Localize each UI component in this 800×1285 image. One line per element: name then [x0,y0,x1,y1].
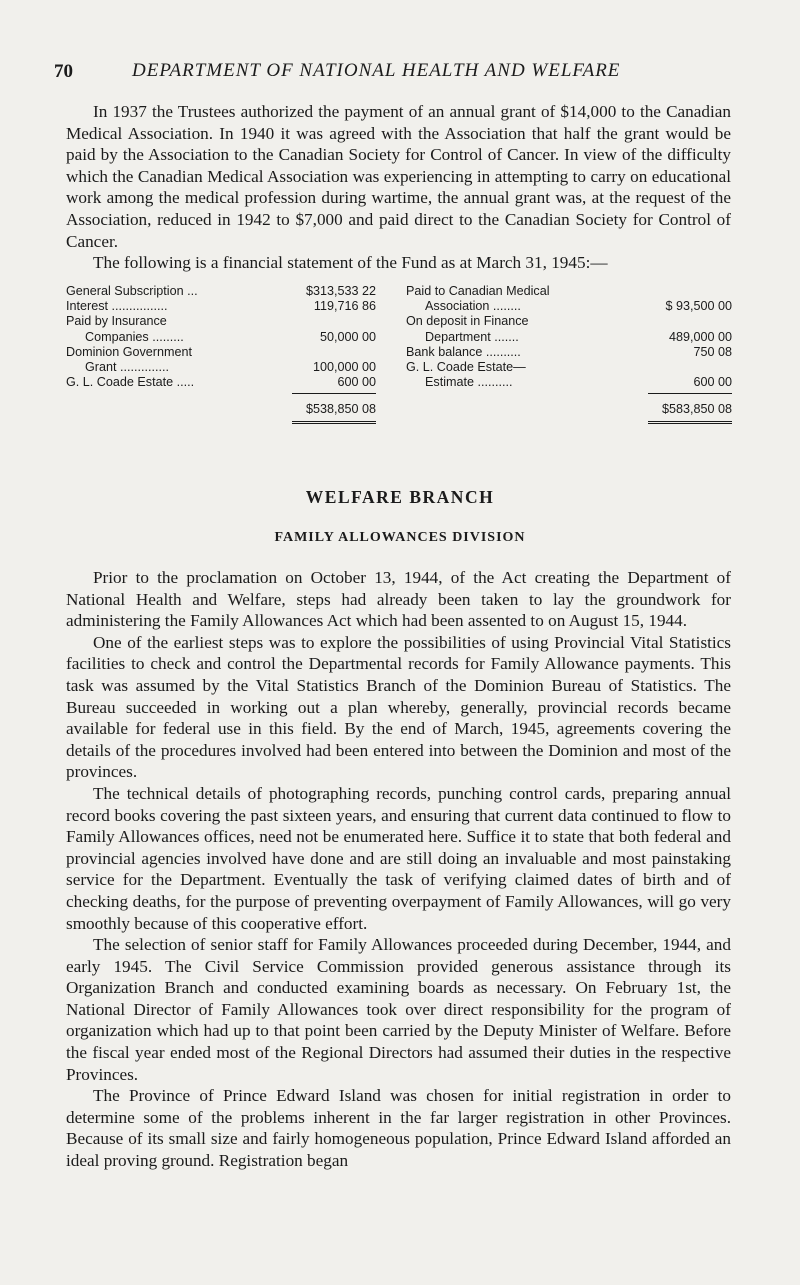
total-double-rule [292,421,376,424]
statement-row [66,330,376,345]
row-label: Bank balance .......... [406,344,521,359]
row-amount: $ 93,500 00 [665,299,732,314]
row-label: Estimate .......... [425,375,513,390]
row-label: G. L. Coade Estate ..... [66,375,195,390]
row-amount: 100,000 00 [312,359,376,374]
row-amount: 50,000 00 [319,329,376,344]
row-label: General Subscription ... [66,284,198,298]
paragraph: The following is a financial statement of the Fund as at March 31, 1945:— [93,253,608,273]
row-amount: 119,716 86 [313,299,376,314]
paragraph: The selection of senior staff for Family Allowances proceeded during December, 1944, and early 1945. The Civil Service Commission provided generous assistance through its Organization Branch and conducted examining boards as necessary. On February 1st, the National Director of Family Allowances took over direct responsibility for the program of organization which had up to that point been carried by the Deputy Minister of Welfare. Before the fiscal year ended most of the Regional Directors had assumed their duties in the respective Provinces. [66,935,731,1084]
row-label: Paid by Insurance [66,314,167,329]
row-label: Paid to Canadian Medical [406,284,550,298]
statement-row [406,345,732,360]
row-label: On deposit in Finance [406,314,529,329]
row-label: G. L. Coade Estate— [406,359,526,374]
row-amount: 489,000 00 [668,329,732,344]
disbursements-column [406,284,732,426]
statement-row [66,345,376,360]
statement-total-row [406,402,732,417]
row-label: Interest ................ [66,299,168,314]
statement-row [406,284,732,299]
statement-row [406,375,732,390]
statement-row [406,330,732,345]
intro-text [66,101,731,274]
main-text [66,567,731,1172]
row-amount: 750 08 [693,344,732,359]
subtotal-rule [292,393,376,394]
statement-row [406,314,732,329]
paragraph: In 1937 the Trustees authorized the payment of an annual grant of $14,000 to the Canadian Medical Association. In 1940 it was agreed with the Association that half the grant would be paid by the Association to the Canadian Society for Control of Cancer. In view of the difficulty which the Canadian Medical Association was experiencing in attempting to carry on educational work among the medical profession during wartime, the annual grant was, at the request of the Association, reduced in 1942 to $7,000 and paid direct to the Canadian Society for Control of Cancer. [66,102,731,251]
row-amount: 600 00 [693,375,732,390]
receipts-column [66,284,376,426]
statement-row [406,360,732,375]
paragraph: The technical details of photographing records, punching control cards, preparing annual record books covering the past sixteen years, and ensuring that current data continued to flow to Family Allowances offices, need not be enumerated here. Suffice it to state that both federal and provincial agencies involved have done and are still doing an invaluable and most painstaking service for the Department. Eventually the task of verifying claimed dates of birth and of checking deaths, for the purpose of preventing overpayment of Family Allowances, will go very smoothly because of this cooperative effort. [66,783,731,933]
disbursements-total: $583,850 08 [661,402,732,417]
section-title: WELFARE BRANCH [305,487,495,507]
subtotal-rule [648,393,732,394]
row-label: Association ........ [425,299,521,314]
page-number: 70 [54,61,73,82]
paragraph: Prior to the proclamation on October 13, 1944, of the Act creating the Department of National Health and Welfare, steps had already been taken to lay the groundwork for administering the Family Allowances Act which had been assented to on August 15, 1944. [66,568,731,631]
row-amount: $313,533 22 [305,284,376,298]
total-double-rule [648,421,732,424]
subsection-title: FAMILY ALLOWANCES DIVISION [274,530,526,545]
statement-row [406,299,732,314]
row-amount: 600 00 [337,375,376,390]
row-label: Department ....... [425,329,519,344]
statement-row [66,314,376,329]
row-label: Grant .............. [85,359,169,374]
statement-row [66,375,376,390]
running-title: DEPARTMENT OF NATIONAL HEALTH AND WELFARE [132,60,621,81]
paragraph: The Province of Prince Edward Island was chosen for initial registration in order to determine some of the problems inherent in the far larger registration in other Provinces. Because of its small size and fairly homogeneous population, Prince Edward Island afforded an ideal proving ground. Registration began [66,1086,731,1171]
receipts-total: $538,850 08 [305,402,376,417]
statement-row [66,299,376,314]
row-label: Companies ......... [85,329,184,344]
statement-row [66,360,376,375]
statement-total-row [66,402,376,417]
statement-row [66,284,376,299]
paragraph: One of the earliest steps was to explore the possibilities of using Provincial Vital Statistics facilities to check and control the Departmental records for Family Allowance payments. This task was assumed by the Vital Statistics Branch of the Dominion Bureau of Statistics. The Bureau succeeded in working out a plan whereby, generally, provincial records became available for federal use in this field. By the end of March, 1945, agreements covering the details of the procedures involved had been entered into between the Dominion and most of the provinces. [66,632,731,782]
row-label: Dominion Government [66,344,192,359]
